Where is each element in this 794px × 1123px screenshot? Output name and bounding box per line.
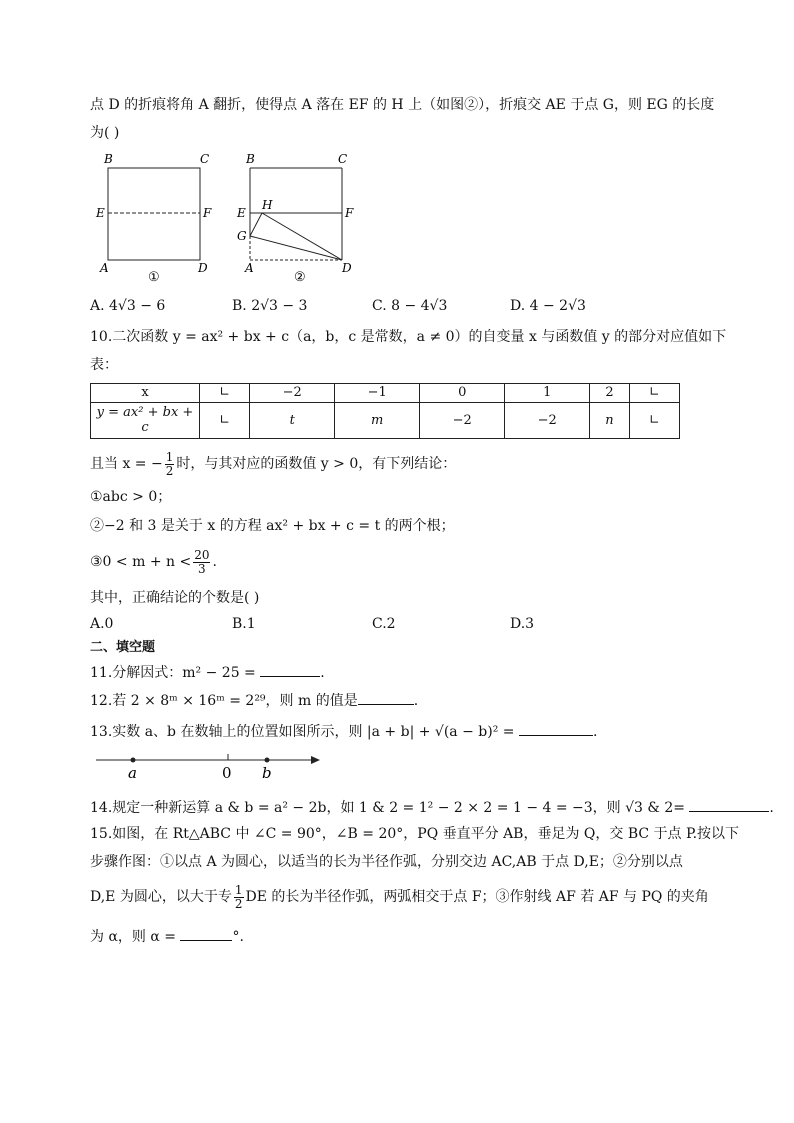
q10-statement-2: ②−2 和 3 是关于 x 的方程 ax² + bx + c = t 的两个根； <box>90 518 455 534</box>
fig2-label-f: F <box>345 206 354 220</box>
q10-intro-line2: 表： <box>90 357 118 373</box>
fig1-caption: ① <box>148 270 160 285</box>
fig2-gh-line <box>250 213 262 236</box>
table-cell: −2 <box>420 402 505 438</box>
figure-1 <box>90 148 230 288</box>
fig2-label-d: D <box>342 261 352 275</box>
q10-statement-3 <box>90 546 217 578</box>
q10-ask: 其中，正确结论的个数是( ) <box>90 590 260 606</box>
q10-statement-1: ①abc > 0； <box>90 489 172 505</box>
q13-answer-blank[interactable] <box>519 721 593 736</box>
point-a-dot <box>131 758 136 763</box>
fig1-label-c: C <box>200 152 210 166</box>
table-cell: n <box>590 402 630 438</box>
fig2-label-g: G <box>237 229 247 243</box>
point-b-dot <box>265 758 270 763</box>
table-cell: −1 <box>335 384 420 403</box>
label-b: b <box>262 764 272 782</box>
q10-option-b: B.1 <box>232 616 256 632</box>
fig1-label-d: D <box>198 261 208 275</box>
table-cell: t <box>250 402 335 438</box>
q13 <box>90 721 597 742</box>
q9-option-b: B. 2√3 − 3 <box>232 298 308 314</box>
table-cell: ∟ <box>629 402 679 438</box>
fig2-label-e: E <box>237 206 246 220</box>
q9-text-line2: 为( ) <box>90 125 120 141</box>
fig2-label-c: C <box>338 152 348 166</box>
arrow-right-icon <box>311 756 320 764</box>
q14 <box>90 797 774 818</box>
table-cell: ∟ <box>200 384 250 403</box>
table-cell: y = ax² + bx + c <box>91 402 200 438</box>
fig2-hd-line <box>262 213 342 260</box>
fig1-label-e: E <box>96 206 105 220</box>
fig1-label-f: F <box>203 206 212 220</box>
q14-answer-blank[interactable] <box>689 797 769 812</box>
table-cell: m <box>335 402 420 438</box>
q10-option-a: A.0 <box>90 616 114 632</box>
q10-s3-denominator: 3 <box>198 561 206 576</box>
q15-line3 <box>90 880 709 914</box>
table-cell: ∟ <box>629 384 679 403</box>
q10-cond-numerator: 1 <box>165 449 174 464</box>
q11-text: 11.分解因式：m² − 25 = <box>90 665 256 681</box>
q11-answer-blank[interactable] <box>260 662 320 677</box>
fig1-square <box>108 168 200 260</box>
q9-option-c: C. 8 − 4√3 <box>372 298 448 314</box>
fig2-caption: ② <box>294 270 306 285</box>
fig2-label-b: B <box>246 152 255 166</box>
q10-option-c: C.2 <box>372 616 396 632</box>
q10-s3-pre: ③0 < m + n < <box>90 554 192 570</box>
fig1-label-b: B <box>104 152 113 166</box>
q10-s3-fraction <box>193 549 210 576</box>
q10-condition <box>90 448 456 480</box>
table-cell: ∟ <box>200 402 250 438</box>
q15-line1: 15.如图，在 Rt△ABC 中 ∠C = 90°，∠B = 20°，PQ 垂直平分 AB，垂足为 Q，交 BC 于点 P.按以下 <box>90 826 740 842</box>
q12-text: 12.若 2 × 8ᵐ × 16ᵐ = 2²⁹，则 m 的值是 <box>90 693 358 709</box>
q15-answer-blank[interactable] <box>180 926 232 941</box>
table-cell: 0 <box>420 384 505 403</box>
q13-end: . <box>592 724 598 740</box>
section-title: 二、填空题 <box>90 640 156 655</box>
q15-line4 <box>90 926 244 947</box>
q12-end: . <box>413 693 419 709</box>
q10-cond-denominator: 2 <box>165 463 174 478</box>
table-cell: x <box>91 384 200 403</box>
q12-answer-blank[interactable] <box>358 690 414 705</box>
fig1-label-a: A <box>100 261 109 275</box>
fig2-gd-line <box>250 236 342 260</box>
q15-line3-post: DE 的长为半径作弧，两弧相交于点 F；③作射线 AF 若 AF 与 PQ 的夹角 <box>245 889 709 905</box>
q14-text: 14.规定一种新运算 a & b = a² − 2b，如 1 & 2 = 1² − 2 × 2 = 1 − 4 = −3，则 √3 & 2= <box>90 800 685 816</box>
table-row <box>91 384 680 403</box>
q10-s3-numerator: 20 <box>194 547 210 562</box>
q15-line2: 步骤作图：①以点 A 为圆心，以适当的长为半径作弧，分别交边 AC,AB 于点 D,E；②分别以点 <box>90 854 683 870</box>
q10-cond-post: 时，与其对应的函数值 y > 0，有下列结论： <box>176 456 457 472</box>
q15-fraction-denominator: 2 <box>234 896 243 911</box>
q10-value-table <box>90 383 680 439</box>
q15-line4-text: 为 α，则 α = <box>90 929 176 945</box>
figure-2 <box>234 148 374 288</box>
q10-option-d: D.3 <box>510 616 535 632</box>
q11-end: . <box>320 665 325 681</box>
q10-cond-pre: 且当 x = − <box>90 456 163 472</box>
fig2-label-h: H <box>262 198 273 212</box>
table-cell: −2 <box>505 402 590 438</box>
q10-intro-line1: 10.二次函数 y = ax² + bx + c（a，b，c 是常数，a ≠ 0）的自变量 x 与函数值 y 的部分对应值如下 <box>90 329 727 345</box>
q14-end: . <box>769 800 774 816</box>
q13-text: 13.实数 a、b 在数轴上的位置如图所示，则 |a + b| + √(a − b)² = <box>90 724 515 740</box>
q15-line4-end: °. <box>232 929 244 945</box>
q9-option-a: A. 4√3 − 6 <box>90 298 166 314</box>
q9-option-d: D. 4 − 2√3 <box>510 298 586 314</box>
label-zero: 0 <box>222 764 232 782</box>
fig2-label-a: A <box>245 261 254 275</box>
q15-line3-pre: D,E 为圆心，以大于专 <box>90 889 232 905</box>
q10-s3-post: . <box>212 554 217 570</box>
table-row <box>91 402 680 438</box>
table-cell: 2 <box>590 384 630 403</box>
q13-number-line <box>90 748 330 784</box>
q11 <box>90 662 325 683</box>
q12 <box>90 690 418 711</box>
q15-fraction <box>234 884 244 911</box>
q9-text-line1: 点 D 的折痕将角 A 翻折，使得点 A 落在 EF 的 H 上（如图②），折痕交 AE 于点 G，则 EG 的长度 <box>90 97 715 113</box>
label-a: a <box>128 764 137 782</box>
q15-fraction-numerator: 1 <box>234 882 243 897</box>
table-cell: 1 <box>505 384 590 403</box>
q10-cond-fraction <box>165 451 175 478</box>
table-cell: −2 <box>250 384 335 403</box>
